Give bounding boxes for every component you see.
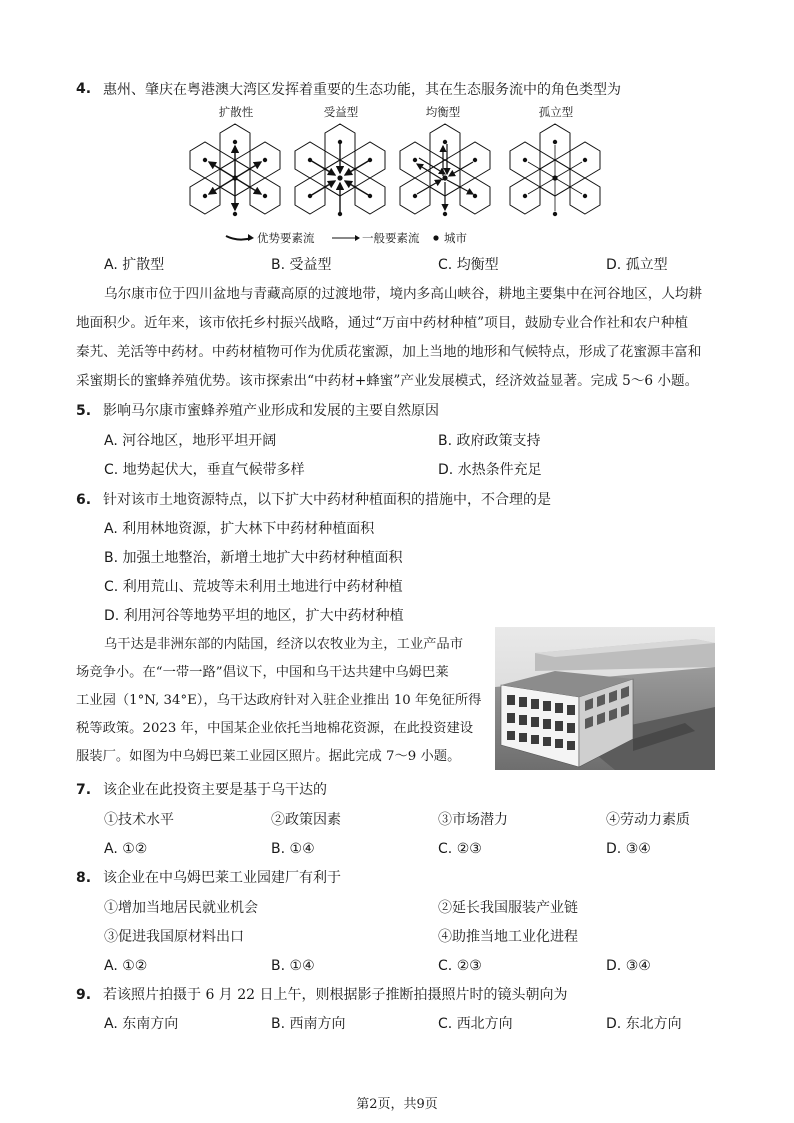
q5-number: 5. [76, 403, 92, 419]
option-text: 利用荒山、荒坡等未利用土地进行中药材种植 [122, 579, 403, 595]
q9-number: 9. [76, 987, 92, 1003]
q9-option-c[interactable] [438, 1014, 513, 1034]
option-text: ①④ [289, 958, 315, 974]
passage1-line-2: 地面积少。近年来，该市依托乡村振兴战略，通过“万亩中药材种植”项目，鼓励专业合作社和农户种植 [76, 315, 689, 331]
q8-option-d[interactable] [606, 956, 651, 976]
q7-option-a[interactable] [104, 839, 147, 859]
option-letter: C. [438, 257, 453, 273]
q9-option-d[interactable] [606, 1014, 682, 1034]
passage2-line-4: 税等政策。2023 年，中国某企业依托当地棉花资源，在此投资建设 [76, 721, 474, 736]
passage2-line-5: 服装厂。如图为中乌姆巴莱工业园区照片。据此完成 7～9 小题。 [76, 749, 461, 764]
option-text: 水热条件充足 [457, 462, 542, 478]
q7-option-b[interactable] [271, 839, 315, 859]
q7-option-c[interactable] [438, 839, 482, 859]
option-text: 扩散型 [122, 257, 165, 273]
q8-option-b[interactable] [271, 956, 315, 976]
q4-option-c[interactable] [438, 255, 499, 275]
option-text: ②③ [456, 841, 482, 857]
option-text: 加强土地整治，新增土地扩大中药材种植面积 [122, 550, 403, 566]
q7-item-4: ④劳动力素质 [606, 812, 690, 828]
q6-option-a[interactable] [104, 519, 374, 539]
option-letter: C. [438, 958, 453, 974]
passage2-line-3: 工业园（1°N, 34°E），乌干达政府针对入驻企业推出 10 年免征所得 [76, 693, 482, 708]
q8-item-2: ②延长我国服装产业链 [438, 900, 578, 916]
q4-number: 4. [76, 81, 92, 97]
diagram-label-beneficiary: 受益型 [323, 105, 359, 119]
option-letter: B. [438, 433, 453, 449]
option-letter: A. [104, 841, 118, 857]
option-text: 地势起伏大，垂直气候带多样 [122, 462, 305, 478]
option-letter: D. [606, 958, 622, 974]
option-text: 河谷地区，地形平坦开阔 [122, 433, 277, 449]
option-letter: A. [104, 433, 118, 449]
q7-number: 7. [76, 782, 92, 798]
q7-item-2: ②政策因素 [271, 812, 341, 828]
option-text: ③④ [625, 841, 651, 857]
q9-option-b[interactable] [271, 1014, 346, 1034]
page-footer: 第2页，共9页 [356, 1097, 438, 1112]
option-text: ①② [122, 841, 148, 857]
option-letter: D. [438, 462, 454, 478]
diagram-label-isolated: 孤立型 [538, 105, 574, 119]
option-text: ①④ [289, 841, 315, 857]
option-letter: C. [104, 579, 119, 595]
q6-option-c[interactable] [104, 577, 403, 597]
option-letter: B. [271, 1016, 286, 1032]
option-letter: C. [438, 1016, 453, 1032]
option-letter: A. [104, 257, 118, 273]
legend-city: 城市 [444, 231, 467, 245]
option-text: 均衡型 [456, 257, 499, 273]
option-letter: C. [104, 462, 119, 478]
q7-option-d[interactable] [606, 839, 651, 859]
option-letter: A. [104, 958, 118, 974]
q6-stem: 针对该市土地资源特点，以下扩大中药材种植面积的措施中，不合理的是 [103, 492, 551, 508]
passage1-line-4: 采蜜期长的蜜蜂养殖优势。该市探索出“中药材+蜂蜜”产业发展模式，经济效益显著。完成 5～6 小题。 [76, 373, 699, 389]
option-text: 东北方向 [625, 1016, 682, 1032]
q8-option-c[interactable] [438, 956, 482, 976]
legend-city-icon [432, 234, 440, 242]
q7-item-3: ③市场潜力 [438, 812, 508, 828]
legend-dominant-flow: 优势要素流 [257, 231, 315, 245]
option-letter: A. [104, 1016, 118, 1032]
q9-option-a[interactable] [104, 1014, 178, 1034]
q5-option-c[interactable] [104, 460, 305, 480]
option-letter: D. [606, 257, 622, 273]
q7-stem: 该企业在此投资主要是基于乌干达的 [103, 782, 327, 798]
q5-option-b[interactable] [438, 431, 541, 451]
q8-number: 8. [76, 870, 92, 886]
q8-stem: 该企业在中乌姆巴莱工业园建厂有利于 [103, 870, 341, 886]
q8-option-a[interactable] [104, 956, 147, 976]
q4-option-b[interactable] [271, 255, 332, 275]
q6-option-d[interactable] [104, 606, 404, 626]
ecosystem-flow-diagram [180, 120, 620, 228]
option-text: ③④ [625, 958, 651, 974]
option-letter: C. [438, 841, 453, 857]
q4-stem: 惠州、肇庆在粤港澳大湾区发挥着重要的生态功能，其在生态服务流中的角色类型为 [103, 82, 621, 98]
option-text: 东南方向 [122, 1016, 179, 1032]
option-letter: B. [271, 841, 286, 857]
option-text: 西北方向 [456, 1016, 513, 1032]
option-text: 西南方向 [289, 1016, 346, 1032]
q5-stem: 影响马尔康市蜜蜂养殖产业形成和发展的主要自然原因 [103, 403, 439, 419]
option-text: 利用林地资源，扩大林下中药材种植面积 [122, 521, 375, 537]
option-letter: A. [104, 521, 118, 537]
option-text: 利用河谷等地势平坦的地区，扩大中药材种植 [123, 608, 404, 624]
option-text: 政府政策支持 [456, 433, 541, 449]
q4-option-a[interactable] [104, 255, 164, 275]
option-letter: B. [271, 958, 286, 974]
q6-number: 6. [76, 492, 92, 508]
option-text: 受益型 [289, 257, 332, 273]
q9-stem: 若该照片拍摄于 6 月 22 日上午，则根据影子推断拍摄照片时的镜头朝向为 [103, 987, 568, 1003]
q8-item-1: ①增加当地居民就业机会 [104, 900, 258, 916]
passage2-line-1: 乌干达是非洲东部的内陆国，经济以农牧业为主，工业产品市 [104, 637, 464, 652]
option-text: 孤立型 [625, 257, 668, 273]
q7-item-1: ①技术水平 [104, 812, 174, 828]
legend-general-flow-icon [330, 232, 362, 244]
option-text: ①② [122, 958, 148, 974]
option-text: ②③ [456, 958, 482, 974]
q8-item-3: ③促进我国原材料出口 [104, 929, 244, 945]
q8-item-4: ④助推当地工业化进程 [438, 929, 578, 945]
diagram-label-balanced: 均衡型 [425, 105, 461, 119]
option-letter: B. [104, 550, 119, 566]
q6-option-b[interactable] [104, 548, 403, 568]
option-letter: B. [271, 257, 286, 273]
legend-general-flow: 一般要素流 [362, 231, 420, 245]
legend-dominant-flow-icon [224, 232, 256, 244]
diagram-label-diffusion: 扩散性 [218, 105, 254, 119]
passage1-line-3: 秦艽、羌活等中药材。中药材植物可作为优质花蜜源，加上当地的地形和气候特点，形成了花蜜源丰富和 [76, 344, 702, 360]
option-letter: D. [606, 841, 622, 857]
q4-option-d[interactable] [606, 255, 668, 275]
option-letter: D. [104, 608, 120, 624]
q5-option-d[interactable] [438, 460, 542, 480]
industrial-park-photo [495, 627, 715, 770]
passage1-line-1: 乌尔康市位于四川盆地与青藏高原的过渡地带，境内多高山峡谷，耕地主要集中在河谷地区，人均耕 [104, 286, 703, 302]
option-letter: D. [606, 1016, 622, 1032]
q5-option-a[interactable] [104, 431, 276, 451]
passage2-line-2: 场竞争小。在“一带一路”倡议下，中国和乌干达共建中乌姆巴莱 [76, 665, 449, 680]
